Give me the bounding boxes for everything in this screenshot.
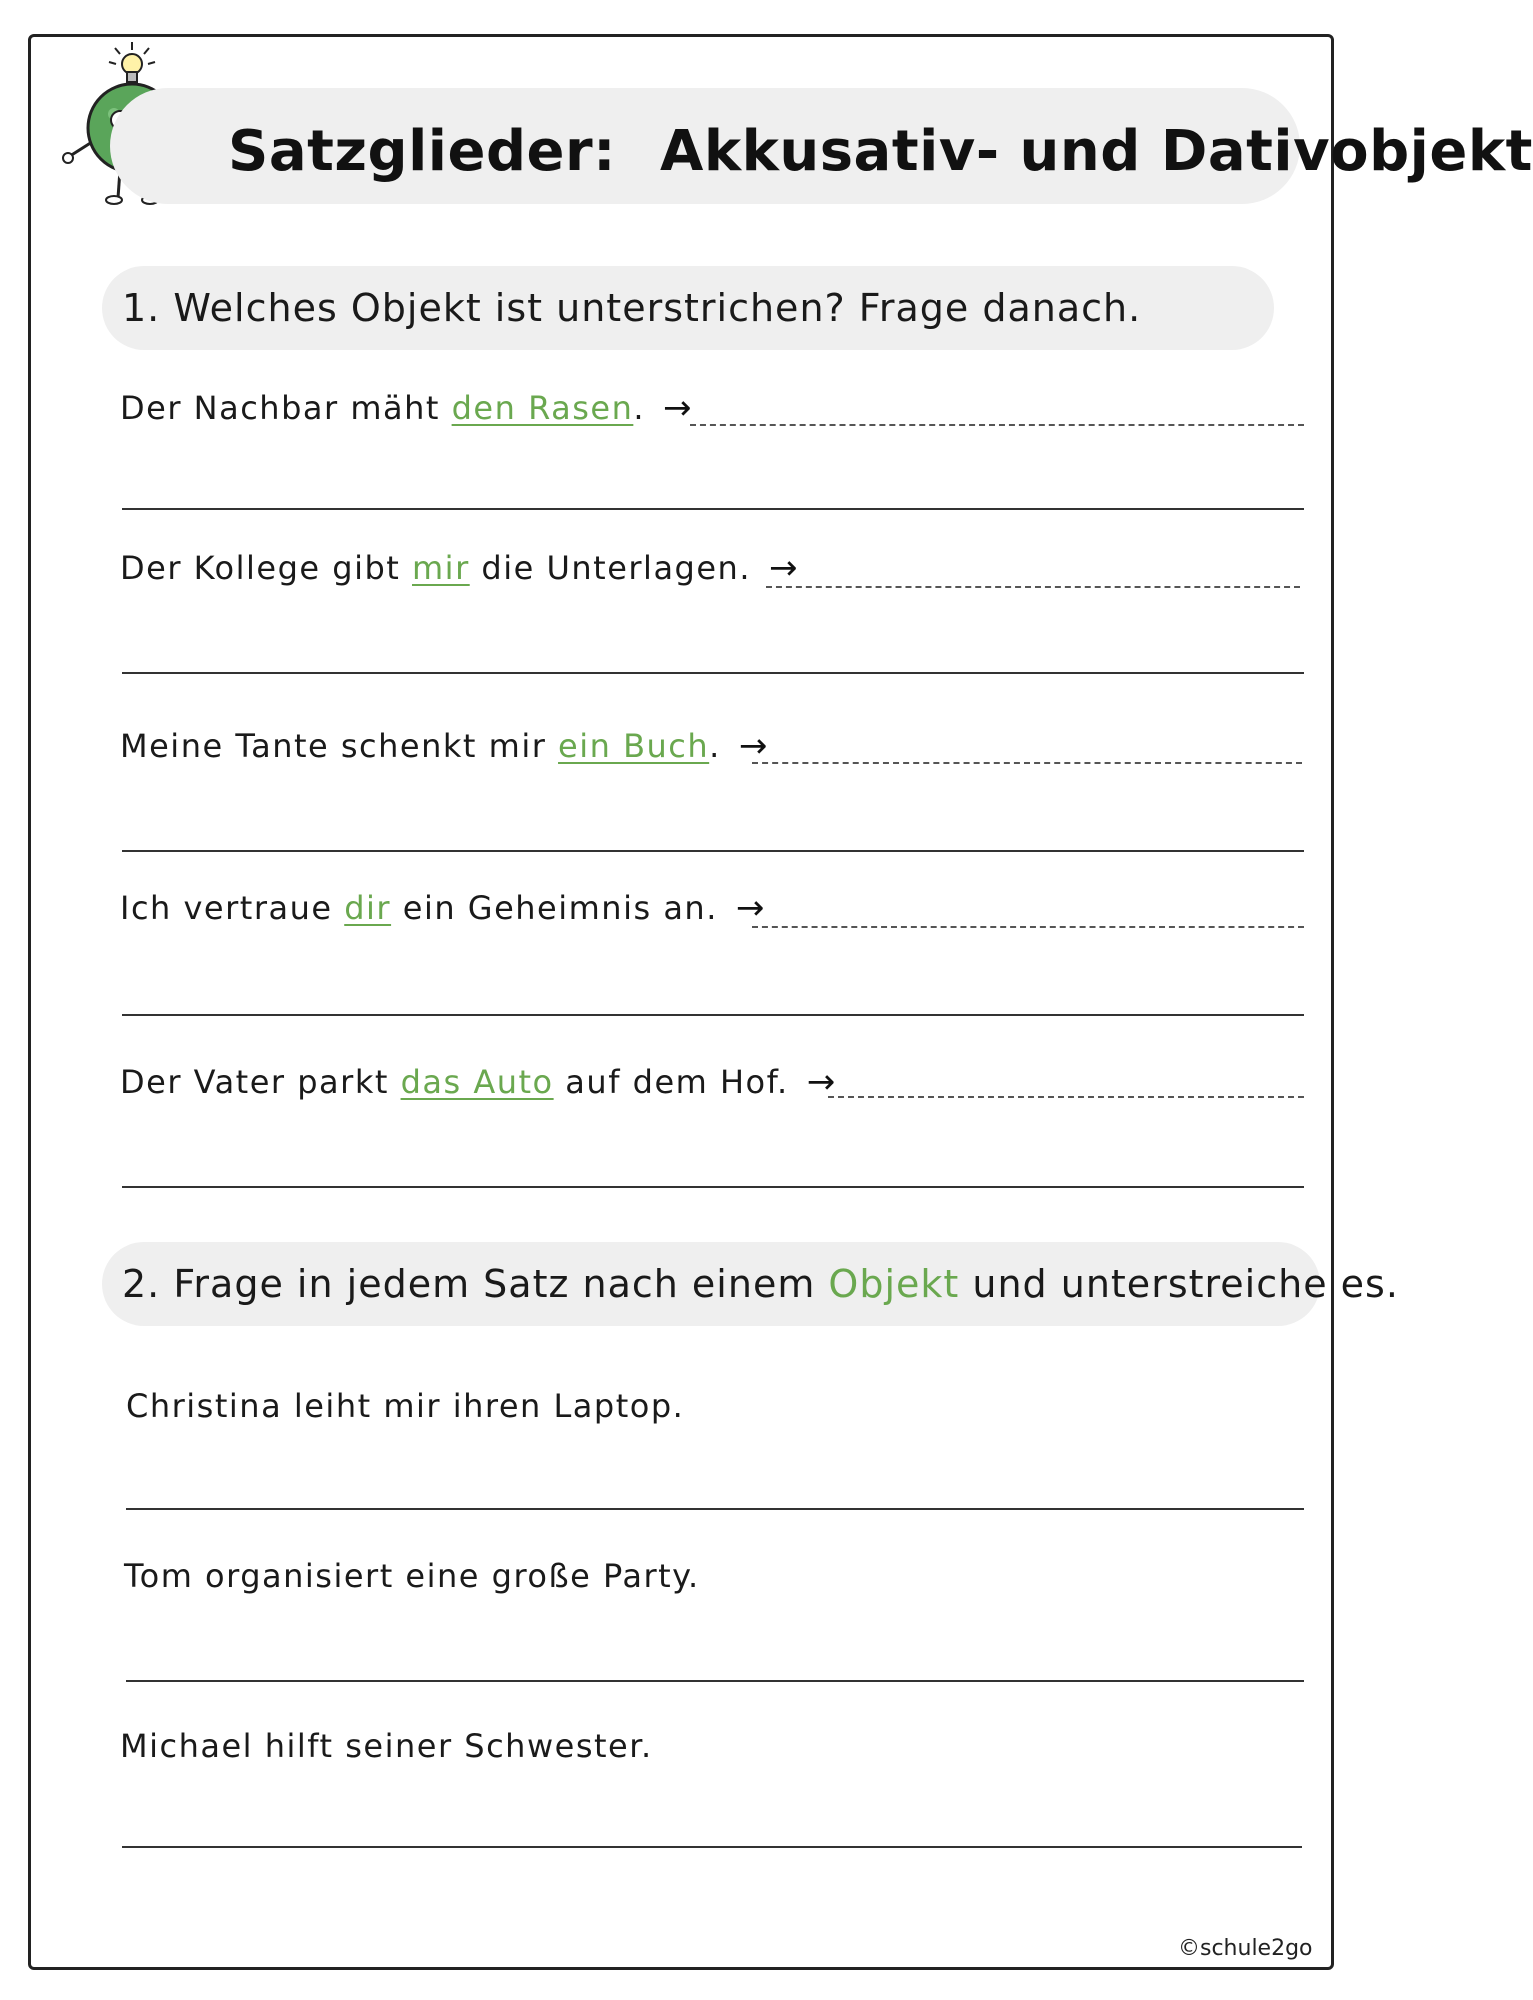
arrow-right-icon: → xyxy=(769,548,799,588)
copyright: ©schule2go xyxy=(1172,1936,1319,1961)
arrow-right-icon: → xyxy=(735,888,766,928)
answer-line-7[interactable] xyxy=(126,1680,1304,1682)
exercise-1-sentence-1 xyxy=(120,388,693,428)
answer-line-2[interactable] xyxy=(122,672,1304,674)
section-2-heading-text: 2. Frage in jedem Satz nach einem xyxy=(122,1262,829,1306)
answer-dashed-line-1[interactable] xyxy=(690,424,1304,426)
section-2-heading xyxy=(122,1242,1399,1326)
section-1-heading: 1. Welches Objekt ist unterstrichen? Frage danach. xyxy=(122,286,1142,330)
sentence-text: Der Nachbar mäht xyxy=(120,389,452,427)
underlined-object: das Auto xyxy=(400,1063,554,1101)
sentence-text: Der Kollege gibt xyxy=(120,549,412,587)
answer-dashed-line-4[interactable] xyxy=(752,926,1304,928)
underlined-object: ein Buch xyxy=(558,727,710,765)
underlined-object: mir xyxy=(412,549,470,587)
exercise-1-sentence-3 xyxy=(120,726,769,766)
arrow-right-icon: → xyxy=(806,1062,837,1102)
underlined-object: dir xyxy=(344,889,392,927)
sentence-text: Der Vater parkt xyxy=(120,1063,401,1101)
sentence-text: Ich vertraue xyxy=(120,889,345,927)
answer-line-1[interactable] xyxy=(122,508,1304,510)
answer-line-4[interactable] xyxy=(122,1014,1304,1016)
answer-line-3[interactable] xyxy=(122,850,1304,852)
exercise-1-sentence-4 xyxy=(120,888,766,928)
title-part-2: Akkusativ- und Dativobjekt xyxy=(660,119,1533,184)
exercise-1-sentence-2 xyxy=(120,548,799,588)
sentence-text: . xyxy=(633,389,646,427)
answer-dashed-line-3[interactable] xyxy=(752,762,1302,764)
answer-dashed-line-5[interactable] xyxy=(828,1096,1304,1098)
section-2-heading-highlight: Objekt xyxy=(828,1262,960,1306)
arrow-right-icon: → xyxy=(738,726,769,766)
sentence-text: . xyxy=(709,727,721,765)
sentence-text: die Unterlagen. xyxy=(469,549,751,587)
exercise-1-sentence-5 xyxy=(120,1062,837,1102)
sentence-text: Meine Tante schenkt mir xyxy=(120,727,559,765)
underlined-object: den Rasen xyxy=(451,389,634,427)
answer-line-6[interactable] xyxy=(126,1508,1304,1510)
answer-line-5[interactable] xyxy=(122,1186,1304,1188)
page-title xyxy=(228,102,1533,202)
sentence-text: auf dem Hof. xyxy=(553,1063,789,1101)
title-part-1: Satzglieder: xyxy=(228,119,617,184)
answer-line-8[interactable] xyxy=(122,1846,1302,1848)
sentence-text: ein Geheimnis an. xyxy=(391,889,718,927)
arrow-right-icon: → xyxy=(663,388,694,428)
exercise-2-sentence-2: Tom organisiert eine große Party. xyxy=(124,1557,700,1595)
exercise-2-sentence-3: Michael hilft seiner Schwester. xyxy=(120,1727,653,1765)
exercise-2-sentence-1: Christina leiht mir ihren Laptop. xyxy=(126,1387,685,1425)
section-2-heading-text: und unterstreiche es. xyxy=(959,1262,1399,1306)
answer-dashed-line-2[interactable] xyxy=(766,586,1300,588)
